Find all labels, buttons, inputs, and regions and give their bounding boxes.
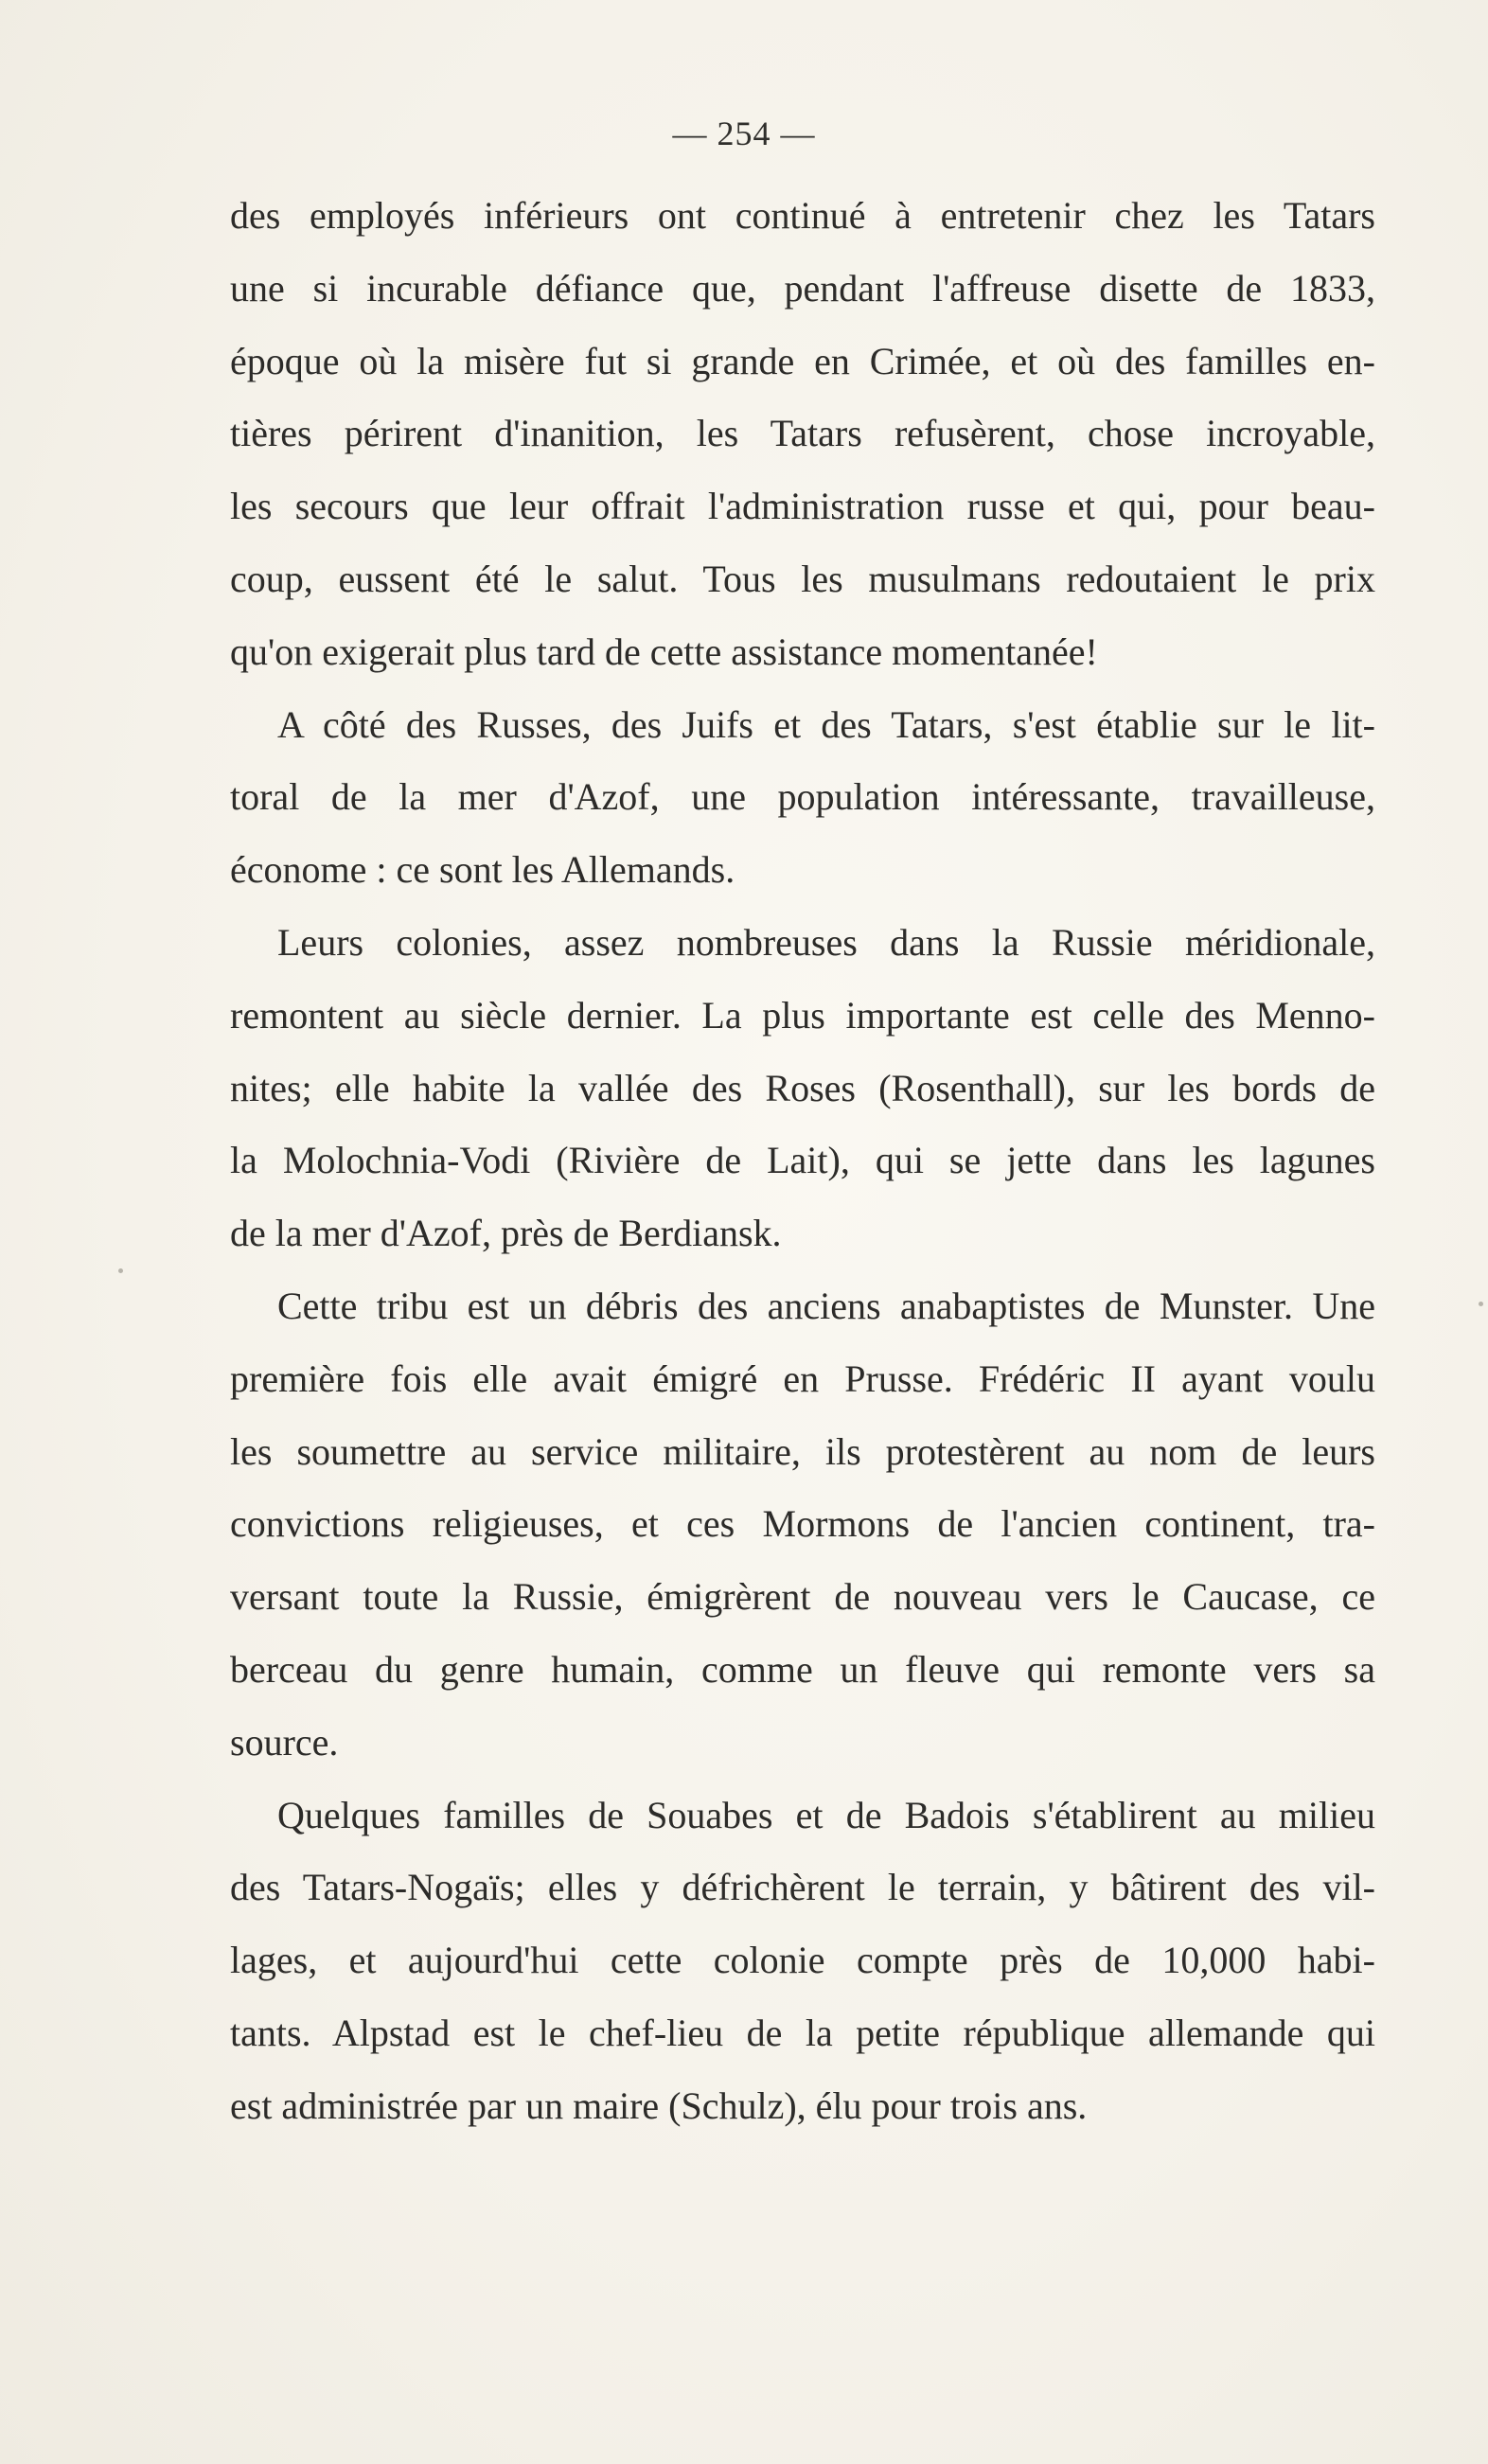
text-line: des employés inférieurs ont continué à entretenir chez les Tatars bbox=[230, 194, 1375, 237]
text-line: convictions religieuses, et ces Mormons de l'ancien continent, tra- bbox=[230, 1502, 1375, 1546]
paragraph-5 bbox=[230, 1780, 1375, 2143]
text-line: versant toute la Russie, émigrèrent de nouveau vers le Caucase, ce bbox=[230, 1575, 1375, 1619]
text-line: nites; elle habite la vallée des Roses (Rosenthall), sur les bords de bbox=[230, 1066, 1375, 1109]
text-line: Cette tribu est un débris des anciens anabaptistes de Munster. Une bbox=[277, 1284, 1375, 1327]
text-line: tants. Alpstad est le chef-lieu de la petite république allemande qui bbox=[230, 2011, 1375, 2054]
text-line: qu'on exigerait plus tard de cette assistance momentanée! bbox=[230, 629, 1098, 673]
text-line: économe : ce sont les Allemands. bbox=[230, 848, 735, 892]
text-line: lages, et aujourd'hui cette colonie compte près de 10,000 habi- bbox=[230, 1939, 1375, 1982]
text-line: une si incurable défiance que, pendant l'affreuse disette de 1833, bbox=[230, 266, 1375, 310]
text-line: coup, eussent été le salut. Tous les musulmans redoutaient le prix bbox=[230, 557, 1375, 600]
paragraph-1 bbox=[230, 180, 1375, 689]
text-line: berceau du genre humain, comme un fleuve qui remonte vers sa bbox=[230, 1647, 1375, 1691]
paper-speck bbox=[118, 1268, 123, 1273]
page-number: — 254 — bbox=[672, 115, 816, 152]
text-line: les soumettre au service militaire, ils protestèrent au nom de leurs bbox=[230, 1429, 1375, 1473]
paragraph-4 bbox=[230, 1270, 1375, 1780]
text-line: première fois elle avait émigré en Prusse. Frédéric II ayant voulu bbox=[230, 1356, 1375, 1400]
text-line: époque où la misère fut si grande en Crimée, et où des familles en- bbox=[230, 339, 1375, 382]
text-line: toral de la mer d'Azof, une population intéressante, travailleuse, bbox=[230, 775, 1375, 819]
paragraph-3 bbox=[230, 907, 1375, 1270]
text-line: Quelques familles de Souabes et de Badois s'établirent au milieu bbox=[277, 1793, 1375, 1836]
body-text bbox=[230, 180, 1375, 2143]
text-line: de la mer d'Azof, près de Berdiansk. bbox=[230, 1212, 782, 1255]
text-line: A côté des Russes, des Juifs et des Tatars, s'est établie sur le lit- bbox=[277, 702, 1375, 746]
text-line: la Molochnia-Vodi (Rivière de Lait), qui se jette dans les lagunes bbox=[230, 1139, 1375, 1182]
paper-speck bbox=[1479, 1302, 1483, 1306]
text-line: Leurs colonies, assez nombreuses dans la Russie méridionale, bbox=[277, 920, 1375, 964]
text-line: source. bbox=[230, 1720, 339, 1764]
text-line: des Tatars-Nogaïs; elles y défrichèrent le terrain, y bâtirent des vil- bbox=[230, 1866, 1375, 1909]
text-line: tières périrent d'inanition, les Tatars refusèrent, chose incroyable, bbox=[230, 412, 1375, 455]
paragraph-2 bbox=[230, 689, 1375, 907]
text-line: remontent au siècle dernier. La plus importante est celle des Menno- bbox=[230, 993, 1375, 1037]
text-line: les secours que leur offrait l'administration russe et qui, pour beau- bbox=[230, 485, 1375, 528]
text-line: est administrée par un maire (Schulz), élu pour trois ans. bbox=[230, 2083, 1088, 2127]
